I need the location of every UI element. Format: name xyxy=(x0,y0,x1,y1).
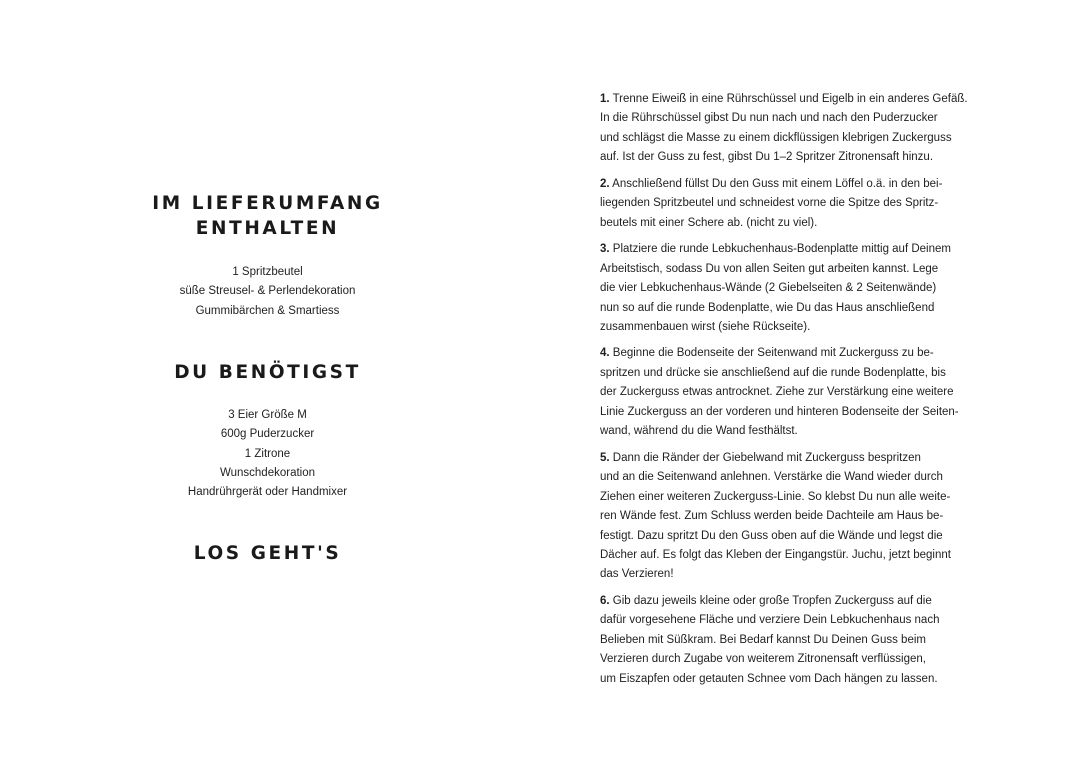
step-line: beutels mit einer Schere ab. (nicht zu viel). xyxy=(600,216,818,229)
included-item: Gummibärchen & Smartiess xyxy=(195,304,340,317)
step-line: nun so auf die runde Bodenplatte, wie Du das Haus anschließend xyxy=(600,301,935,314)
start-heading: LOS GEHT'S xyxy=(193,543,342,564)
step-line: liegenden Spritzbeutel und schneidest vorne die Spitze des Spritz- xyxy=(600,197,939,210)
step-line: dafür vorgesehene Fläche und verziere Dein Lebkuchenhaus nach xyxy=(600,614,940,627)
step-1 xyxy=(600,90,996,168)
step-number: 6. xyxy=(600,594,610,607)
step-line xyxy=(600,449,996,468)
step-number: 4. xyxy=(600,347,610,360)
step-number: 3. xyxy=(600,243,610,256)
step-line: Arbeitstisch, sodass Du von allen Seiten gut arbeiten kannst. Lege xyxy=(600,262,939,275)
step-line xyxy=(600,592,996,611)
step-line: um Eiszapfen oder getauten Schnee vom Dach hängen zu lassen. xyxy=(600,672,938,685)
included-item: süße Streusel- & Perlendekoration xyxy=(179,285,356,298)
needed-item: 1 Zitrone xyxy=(244,447,291,460)
step-line: und schlägst die Masse zu einem dickflüssigen klebrigen Zuckerguss xyxy=(600,131,952,144)
included-heading-line-2: ENTHALTEN xyxy=(195,218,340,239)
step-line: die vier Lebkuchenhaus-Wände (2 Giebelseiten & 2 Seitenwände) xyxy=(600,282,937,295)
step-2 xyxy=(600,175,996,233)
step-text: Trenne Eiweiß in eine Rührschüssel und Eigelb in ein anderes Gefäß. xyxy=(609,93,968,105)
step-line: spritzen und drücke sie anschließend auf die runde Bodenplatte, bis xyxy=(600,366,946,379)
included-item: 1 Spritzbeutel xyxy=(232,266,303,278)
step-line: Dächer auf. Es folgt das Kleben der Eingangstür. Juchu, jetzt beginnt xyxy=(600,548,951,561)
step-text: Beginne die Bodenseite der Seitenwand mit Zuckerguss zu be- xyxy=(609,347,934,360)
step-line xyxy=(600,344,996,363)
step-number: 2. xyxy=(600,177,610,190)
needed-item: 3 Eier Größe M xyxy=(228,409,307,421)
step-line: und an die Seitenwand anlehnen. Verstärke die Wand wieder durch xyxy=(600,471,943,484)
step-text: Dann die Ränder der Giebelwand mit Zuckerguss bespritzen xyxy=(609,451,921,464)
step-line: Linie Zuckerguss an der vorderen und hinteren Bodenseite der Seiten- xyxy=(600,405,959,418)
needed-item: Wunschdekoration xyxy=(219,466,316,479)
step-line: der Zuckerguss etwas antrocknet. Ziehe zur Verstärkung eine weitere xyxy=(600,386,954,399)
step-number: 1. xyxy=(600,93,610,105)
step-line: Ziehen einer weiteren Zuckerguss-Linie. So klebst Du nun alle weite- xyxy=(600,490,951,503)
step-line: ren Wände fest. Zum Schluss werden beide Dachteile am Haus be- xyxy=(600,510,944,523)
needed-heading: DU BENÖTIGST xyxy=(174,362,361,383)
instructions-column xyxy=(600,90,996,696)
step-5 xyxy=(600,449,996,585)
step-4 xyxy=(600,344,996,441)
step-line: zusammenbauen wirst (siehe Rückseite). xyxy=(600,320,811,333)
step-line: Belieben mit Süßkram. Bei Bedarf kannst Du Deinen Guss beim xyxy=(600,633,926,646)
included-heading-line-1: IM LIEFERUMFANG xyxy=(152,193,383,214)
step-3 xyxy=(600,240,996,337)
step-number: 5. xyxy=(600,451,610,464)
step-line xyxy=(600,90,996,109)
step-line xyxy=(600,240,996,259)
step-text: Gib dazu jeweils kleine oder große Tropfen Zuckerguss auf die xyxy=(609,594,932,607)
needed-items-list xyxy=(130,406,405,502)
included-heading xyxy=(130,191,405,241)
step-line xyxy=(600,175,996,194)
included-items-list xyxy=(130,263,405,321)
step-text: Anschließend füllst Du den Guss mit einem Löffel o.ä. in den bei- xyxy=(609,177,943,190)
step-line: festigt. Dazu spritzt Du den Guss oben auf die Wände und legst die xyxy=(600,529,943,542)
step-line: auf. Ist der Guss zu fest, gibst Du 1–2 Spritzer Zitronensaft hinzu. xyxy=(600,151,934,164)
needed-item: 600g Puderzucker xyxy=(220,428,315,441)
step-line: In die Rührschüssel gibst Du nun nach und nach den Puderzucker xyxy=(600,112,938,125)
step-line: das Verzieren! xyxy=(600,568,674,581)
needed-item: Handrührgerät oder Handmixer xyxy=(187,486,348,499)
step-line: Verzieren durch Zugabe von weiterem Zitronensaft verflüssigen, xyxy=(600,653,926,666)
step-line: wand, während du die Wand festhältst. xyxy=(600,425,798,438)
step-text: Platziere die runde Lebkuchenhaus-Bodenplatte mittig auf Deinem xyxy=(609,243,951,256)
step-6 xyxy=(600,592,996,689)
